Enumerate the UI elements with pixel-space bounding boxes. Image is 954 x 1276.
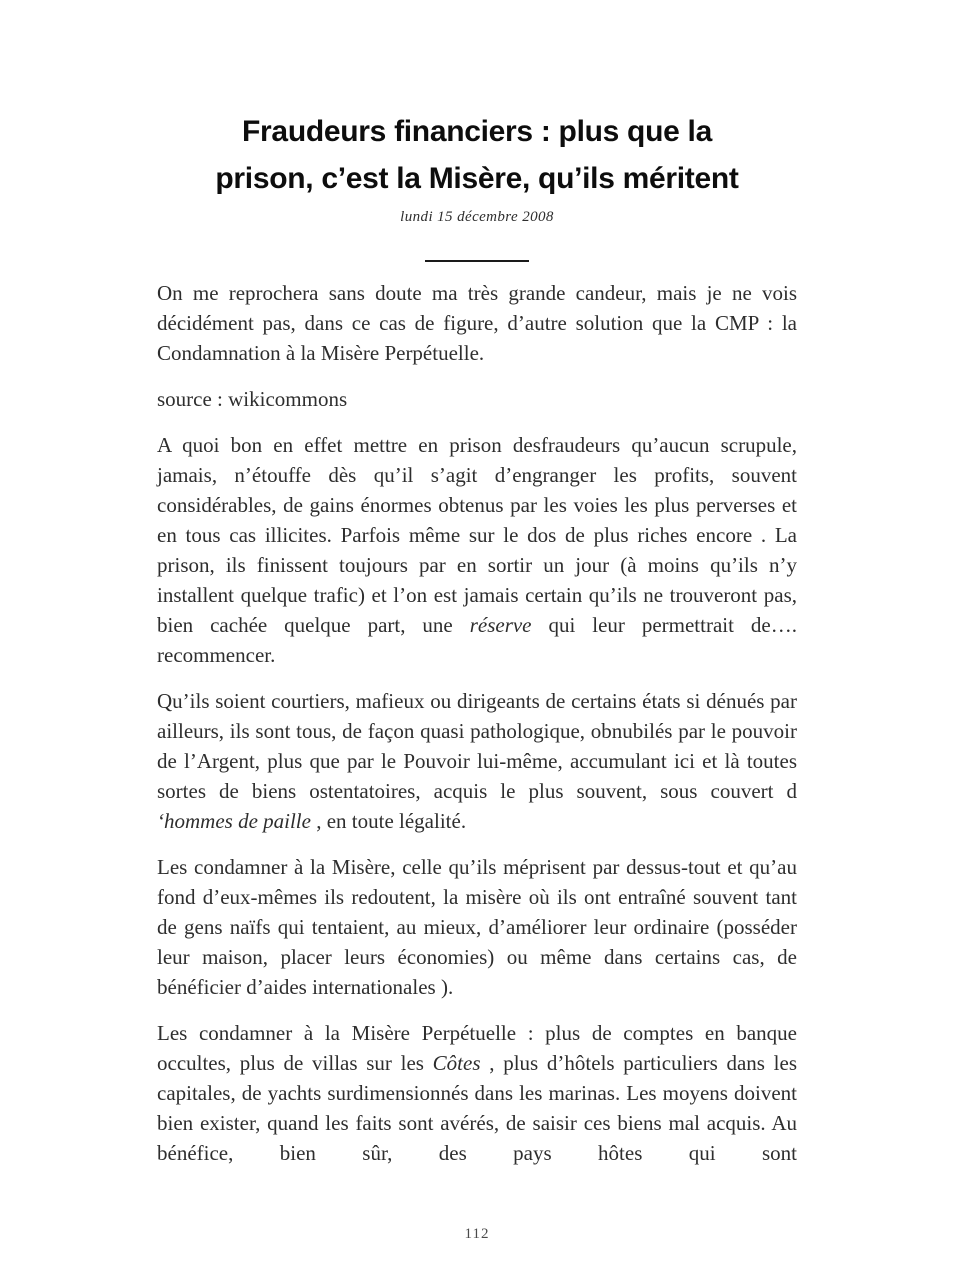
- page-content: [157, 0, 797, 1168]
- source-credit-text: source : wikicommons: [157, 387, 348, 411]
- title-line-1: Fraudeurs financiers : plus que la: [242, 115, 712, 148]
- paragraph-misere-perpetuelle: [157, 1018, 797, 1168]
- paragraph-text: On me reprochera sans doute ma très grande candeur, mais je ne vois décidément pas, dans ce cas de figure, d’autre solution que la CMP : la Condamnation à la Misère Perpétuelle.: [157, 281, 797, 365]
- paragraph-source: [157, 384, 797, 414]
- italic-term-hommes-de-paille: ‘hommes de paille: [157, 809, 311, 833]
- page-number: 112: [464, 1226, 490, 1242]
- paragraph-text: , plus d’hôtels particuliers dans les capitales, de yachts surdimensionnés dans les marinas. Les moyens doivent bien exister, quand les faits sont avérés, de saisir ces biens mal acquis. Au bénéfice, bien sûr, des pays hôtes qui sont: [157, 1051, 797, 1165]
- paragraph-text: Les condamner à la Misère Perpétuelle : plus de comptes en banque occultes, plus de villas sur les: [157, 1021, 797, 1075]
- italic-term-cotes: Côtes: [432, 1051, 481, 1075]
- paragraph-text: , en toute légalité.: [310, 809, 467, 833]
- paragraph-prison: [157, 430, 797, 670]
- paragraph-text: A quoi bon en effet mettre en prison desfraudeurs qu’aucun scrupule, jamais, n’étouffe dès qu’il s’agit d’engranger les profits, souvent considérables, de gains énormes obtenus par les voies les plus perverses et en tous cas illicites. Parfois même sur le dos de plus riches encore . La prison, ils finissent toujours par en sortir un jour (à moins qu’ils n’y installent quelque trafic) et l’on est jamais certain qu’ils ne trouveront pas, bien cachée quelque part, une: [157, 433, 797, 637]
- article-date: lundi 15 décembre 2008: [400, 209, 554, 225]
- paragraph-text: Qu’ils soient courtiers, mafieux ou dirigeants de certains états si dénués par ailleurs, ils sont tous, de façon quasi pathologique, obnubilés par le pouvoir de l’Argent, plus que par le Pouvoir lui-même, accumulant ici et là toutes sortes de biens ostentatoires, acquis le plus souvent, sous couvert d: [157, 689, 797, 803]
- paragraph-intro: [157, 278, 797, 368]
- italic-term-reserve: réserve: [469, 613, 532, 637]
- article-header: [157, 108, 797, 226]
- separator-rule: [425, 260, 529, 262]
- title-line-2: prison, c’est la Misère, qu’ils méritent: [215, 162, 739, 195]
- paragraph-condamner-misere: [157, 852, 797, 1002]
- paragraph-text: Les condamner à la Misère, celle qu’ils méprisent par dessus-tout et qu’au fond d’eux-mêmes ils redoutent, la misère où ils ont entraîné souvent tant de gens naïfs qui tentaient, au mieux, d’améliorer leur ordinaire (posséder leur maison, placer leurs économies) ou même dans certains cas, de bénéficier d’aides internationales ).: [157, 855, 797, 999]
- article-body: [157, 278, 797, 1168]
- article-title: [157, 108, 797, 202]
- paragraph-text: qui leur permettrait de…. recommencer.: [157, 613, 797, 667]
- paragraph-courtiers: [157, 686, 797, 836]
